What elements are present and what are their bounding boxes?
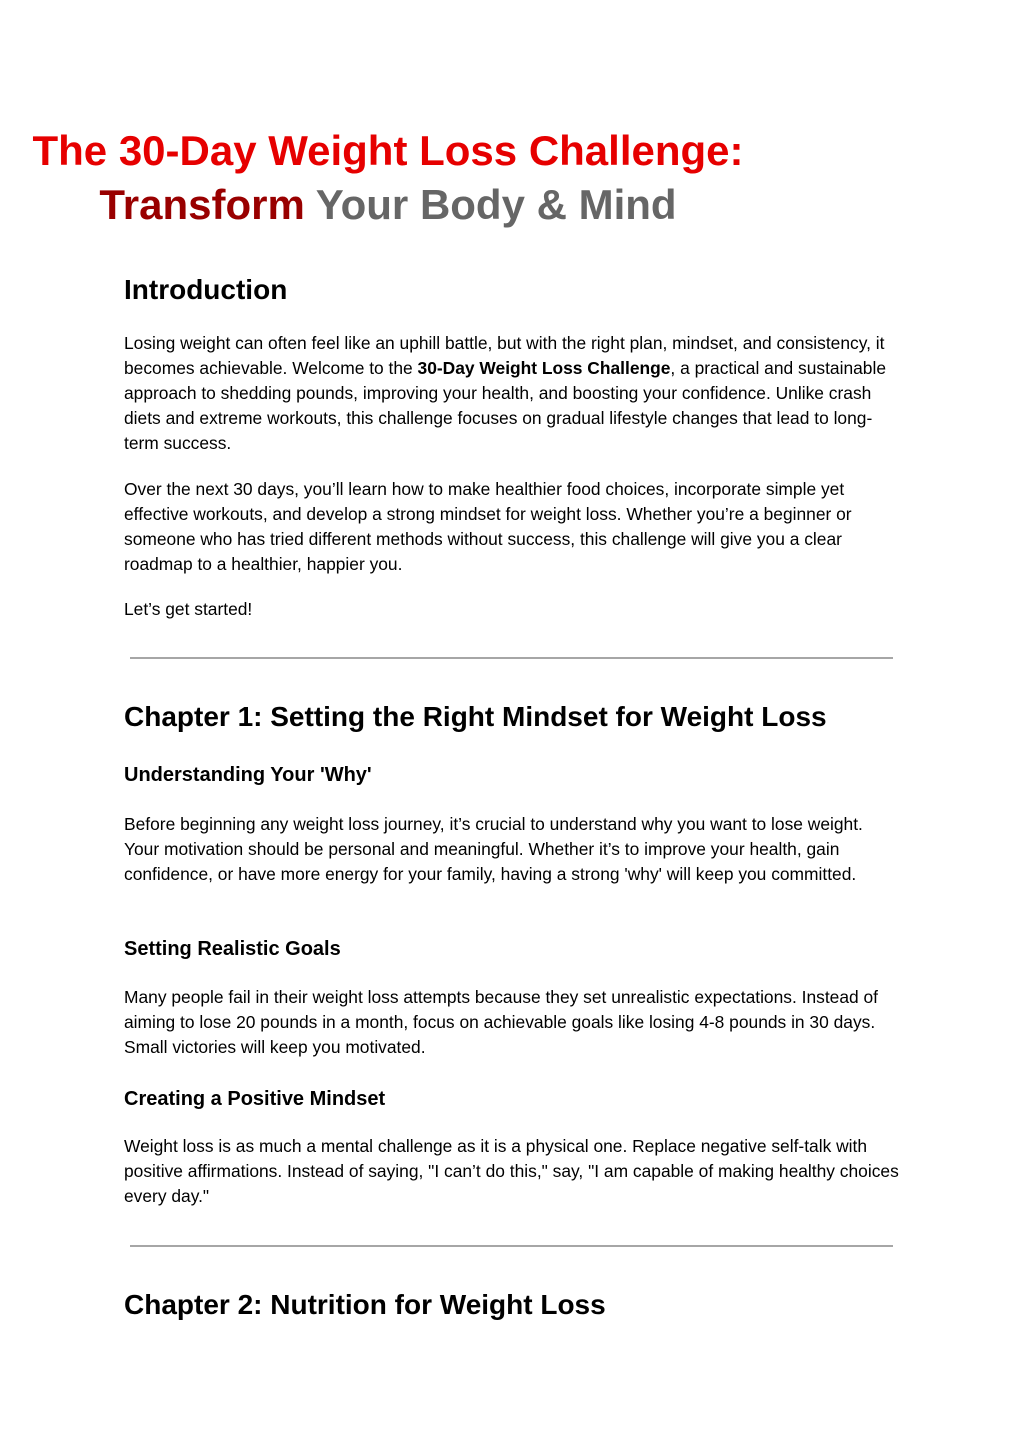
intro-paragraph-2: Over the next 30 days, you’ll learn how to make healthier food choices, incorporate simple yet effective workouts, and develop a strong mindset for weight loss. Whether you’re a beginner or someone who has tried different methods without success, this challenge will give you a clear roadmap to a healthier, happier you. — [124, 479, 852, 574]
section-heading-goals: Setting Realistic Goals — [124, 938, 341, 960]
section-divider — [130, 657, 893, 659]
section-divider — [130, 1245, 893, 1247]
title-line-2-rest: Your Body & Mind — [304, 181, 677, 228]
chapter-1-heading: Chapter 1: Setting the Right Mindset for Weight Loss — [124, 701, 827, 732]
section-text-why: Before beginning any weight loss journey, it’s crucial to understand why you want to lose weight. Your motivation should be personal and meaningful. Whether it’s to improve your health, gain confidence, or have more energy for your family, having a strong 'why' will keep you committed. — [124, 814, 863, 884]
document-title — [0, 124, 900, 232]
title-accent-word: Transform — [99, 181, 305, 228]
section-text-mindset: Weight loss is as much a mental challenge as it is a physical one. Replace negative self-talk with positive affirmations. Instead of saying, "I can’t do this," say, "I am capable of making healthy choices every day." — [124, 1136, 899, 1206]
introduction-heading: Introduction — [124, 274, 288, 305]
intro-paragraph-1 — [124, 331, 900, 456]
intro-p1-text-end: , a practical and sustainable approach to shedding pounds, improving your health, and boosting your confidence. Unlike crash diets and extreme workouts, this challenge focuses on gradual lifestyle changes that lead to long-term success. — [124, 358, 887, 453]
chapter-2-heading: Chapter 2: Nutrition for Weight Loss — [124, 1289, 606, 1320]
intro-p1-text-start: Losing weight can often feel like an uphill battle, but with the right plan, mindset, and consistency, it becomes achievable. Welcome to the — [124, 333, 885, 378]
title-line-1: The 30-Day Weight Loss Challenge: — [32, 127, 744, 174]
intro-paragraph-3: Let’s get started! — [124, 599, 253, 619]
section-heading-mindset: Creating a Positive Mindset — [124, 1088, 386, 1110]
section-text-goals: Many people fail in their weight loss attempts because they set unrealistic expectations. Instead of aiming to lose 20 pounds in a month, focus on achievable goals like losing 4-8 pounds in 30 days. Small victories will keep you motivated. — [124, 987, 879, 1057]
intro-p1-bold: 30-Day Weight Loss Challenge — [417, 358, 671, 378]
section-heading-why: Understanding Your 'Why' — [124, 764, 372, 786]
